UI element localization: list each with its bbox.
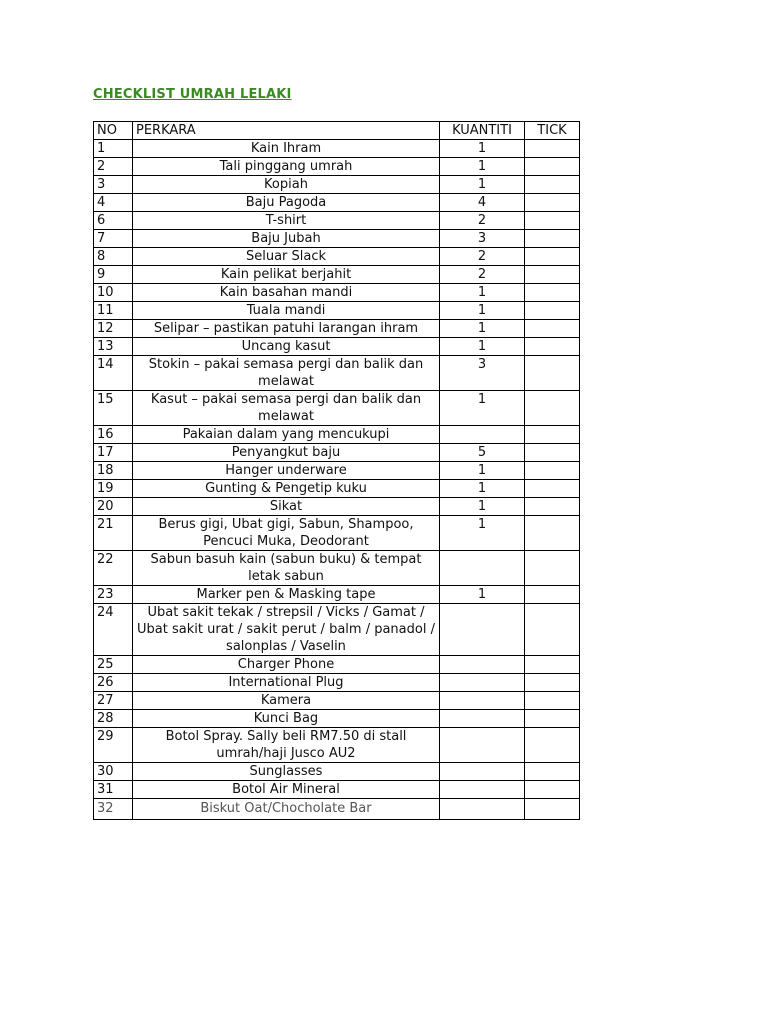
- row-number: 24: [94, 604, 133, 656]
- row-number: 17: [94, 444, 133, 462]
- table-row: [94, 462, 580, 480]
- tick-cell[interactable]: [525, 692, 580, 710]
- header-no: NO: [94, 122, 133, 140]
- row-number: 12: [94, 320, 133, 338]
- row-item: Berus gigi, Ubat gigi, Sabun, Shampoo, Pencuci Muka, Deodorant: [133, 516, 440, 551]
- row-number: 26: [94, 674, 133, 692]
- tick-cell[interactable]: [525, 338, 580, 356]
- row-item: Botol Air Mineral: [133, 781, 440, 799]
- row-quantity: [440, 728, 525, 763]
- header-quantity: KUANTITI: [440, 122, 525, 140]
- table-row: [94, 320, 580, 338]
- row-quantity: 1: [440, 320, 525, 338]
- table-row: [94, 176, 580, 194]
- tick-cell[interactable]: [525, 799, 580, 820]
- table-row: [94, 194, 580, 212]
- row-item: Baju Pagoda: [133, 194, 440, 212]
- row-item: Charger Phone: [133, 656, 440, 674]
- row-number: 16: [94, 426, 133, 444]
- row-item: Uncang kasut: [133, 338, 440, 356]
- row-quantity: 1: [440, 516, 525, 551]
- row-quantity: 1: [440, 391, 525, 426]
- table-row: [94, 551, 580, 586]
- table-row: [94, 728, 580, 763]
- row-item: International Plug: [133, 674, 440, 692]
- row-quantity: 2: [440, 212, 525, 230]
- row-number: 20: [94, 498, 133, 516]
- tick-cell[interactable]: [525, 176, 580, 194]
- row-item: Tali pinggang umrah: [133, 158, 440, 176]
- row-quantity: 1: [440, 158, 525, 176]
- row-item: Selipar – pastikan patuhi larangan ihram: [133, 320, 440, 338]
- tick-cell[interactable]: [525, 212, 580, 230]
- tick-cell[interactable]: [525, 763, 580, 781]
- table-row: [94, 444, 580, 462]
- table-row: [94, 586, 580, 604]
- table-row: [94, 338, 580, 356]
- row-item: Botol Spray. Sally beli RM7.50 di stall umrah/haji Jusco AU2: [133, 728, 440, 763]
- table-row: [94, 516, 580, 551]
- document-title: CHECKLIST UMRAH LELAKI: [93, 87, 292, 102]
- row-item: Kain Ihram: [133, 140, 440, 158]
- row-item: Baju Jubah: [133, 230, 440, 248]
- row-item: Sikat: [133, 498, 440, 516]
- row-number: 15: [94, 391, 133, 426]
- row-item: Hanger underware: [133, 462, 440, 480]
- table-row: [94, 604, 580, 656]
- row-quantity: [440, 692, 525, 710]
- checklist-table: [93, 121, 580, 820]
- row-item: Kamera: [133, 692, 440, 710]
- table-row: [94, 781, 580, 799]
- tick-cell[interactable]: [525, 356, 580, 391]
- table-row: [94, 212, 580, 230]
- table-row: [94, 799, 580, 820]
- row-quantity: [440, 710, 525, 728]
- row-number: 27: [94, 692, 133, 710]
- row-item: Ubat sakit tekak / strepsil / Vicks / Gamat / Ubat sakit urat / sakit perut / balm / panadol / salonplas / Vaselin: [133, 604, 440, 656]
- tick-cell[interactable]: [525, 230, 580, 248]
- table-row: [94, 480, 580, 498]
- row-quantity: [440, 604, 525, 656]
- row-quantity: [440, 799, 525, 820]
- row-number: 13: [94, 338, 133, 356]
- row-number: 1: [94, 140, 133, 158]
- row-number: 14: [94, 356, 133, 391]
- tick-cell[interactable]: [525, 320, 580, 338]
- tick-cell[interactable]: [525, 426, 580, 444]
- table-row: [94, 248, 580, 266]
- tick-cell[interactable]: [525, 586, 580, 604]
- row-number: 8: [94, 248, 133, 266]
- tick-cell[interactable]: [525, 266, 580, 284]
- table-row: [94, 230, 580, 248]
- tick-cell[interactable]: [525, 480, 580, 498]
- row-item: Tuala mandi: [133, 302, 440, 320]
- table-header-row: [94, 122, 580, 140]
- row-quantity: 1: [440, 498, 525, 516]
- header-tick: TICK: [525, 122, 580, 140]
- table-row: [94, 692, 580, 710]
- row-quantity: 1: [440, 284, 525, 302]
- row-quantity: [440, 551, 525, 586]
- table-row: [94, 356, 580, 391]
- row-item: Kain basahan mandi: [133, 284, 440, 302]
- table-row: [94, 158, 580, 176]
- row-quantity: [440, 426, 525, 444]
- row-item: Gunting & Pengetip kuku: [133, 480, 440, 498]
- tick-cell[interactable]: [525, 248, 580, 266]
- tick-cell[interactable]: [525, 194, 580, 212]
- row-number: 19: [94, 480, 133, 498]
- tick-cell[interactable]: [525, 391, 580, 426]
- row-quantity: 3: [440, 356, 525, 391]
- row-quantity: 1: [440, 302, 525, 320]
- table-row: [94, 656, 580, 674]
- tick-cell[interactable]: [525, 498, 580, 516]
- row-number: 29: [94, 728, 133, 763]
- tick-cell[interactable]: [525, 444, 580, 462]
- row-quantity: 5: [440, 444, 525, 462]
- row-number: 3: [94, 176, 133, 194]
- row-number: 23: [94, 586, 133, 604]
- row-number: 6: [94, 212, 133, 230]
- row-item: Biskut Oat/Chocholate Bar: [133, 799, 440, 820]
- tick-cell[interactable]: [525, 781, 580, 799]
- tick-cell[interactable]: [525, 656, 580, 674]
- row-item: Sabun basuh kain (sabun buku) & tempat letak sabun: [133, 551, 440, 586]
- tick-cell[interactable]: [525, 462, 580, 480]
- row-number: 32: [94, 799, 133, 820]
- row-quantity: 1: [440, 586, 525, 604]
- row-item: Kain pelikat berjahit: [133, 266, 440, 284]
- row-quantity: 4: [440, 194, 525, 212]
- tick-cell[interactable]: [525, 674, 580, 692]
- row-item: Pakaian dalam yang mencukupi: [133, 426, 440, 444]
- row-item: Penyangkut baju: [133, 444, 440, 462]
- table-row: [94, 140, 580, 158]
- table-row: [94, 302, 580, 320]
- checklist-body: [94, 140, 580, 820]
- row-number: 22: [94, 551, 133, 586]
- row-quantity: [440, 674, 525, 692]
- row-quantity: 1: [440, 176, 525, 194]
- row-quantity: 1: [440, 338, 525, 356]
- header-item: PERKARA: [133, 122, 440, 140]
- row-item: Kunci Bag: [133, 710, 440, 728]
- row-number: 30: [94, 763, 133, 781]
- row-item: Stokin – pakai semasa pergi dan balik dan melawat: [133, 356, 440, 391]
- table-row: [94, 674, 580, 692]
- row-number: 21: [94, 516, 133, 551]
- row-item: Kopiah: [133, 176, 440, 194]
- row-number: 28: [94, 710, 133, 728]
- row-quantity: 2: [440, 248, 525, 266]
- row-quantity: 3: [440, 230, 525, 248]
- tick-cell[interactable]: [525, 604, 580, 656]
- table-row: [94, 763, 580, 781]
- row-quantity: 1: [440, 480, 525, 498]
- row-quantity: 1: [440, 140, 525, 158]
- tick-cell[interactable]: [525, 551, 580, 586]
- row-number: 9: [94, 266, 133, 284]
- row-number: 18: [94, 462, 133, 480]
- row-item: Marker pen & Masking tape: [133, 586, 440, 604]
- row-quantity: [440, 763, 525, 781]
- table-row: [94, 266, 580, 284]
- row-number: 11: [94, 302, 133, 320]
- row-number: 25: [94, 656, 133, 674]
- table-row: [94, 426, 580, 444]
- table-row: [94, 391, 580, 426]
- table-row: [94, 498, 580, 516]
- tick-cell[interactable]: [525, 516, 580, 551]
- tick-cell[interactable]: [525, 728, 580, 763]
- tick-cell[interactable]: [525, 140, 580, 158]
- table-row: [94, 284, 580, 302]
- row-item: Seluar Slack: [133, 248, 440, 266]
- row-quantity: 1: [440, 462, 525, 480]
- row-number: 10: [94, 284, 133, 302]
- tick-cell[interactable]: [525, 302, 580, 320]
- row-item: Kasut – pakai semasa pergi dan balik dan melawat: [133, 391, 440, 426]
- tick-cell[interactable]: [525, 284, 580, 302]
- tick-cell[interactable]: [525, 158, 580, 176]
- row-item: T-shirt: [133, 212, 440, 230]
- row-quantity: [440, 656, 525, 674]
- row-number: 7: [94, 230, 133, 248]
- tick-cell[interactable]: [525, 710, 580, 728]
- row-number: 4: [94, 194, 133, 212]
- table-row: [94, 710, 580, 728]
- row-quantity: 2: [440, 266, 525, 284]
- row-quantity: [440, 781, 525, 799]
- row-number: 2: [94, 158, 133, 176]
- row-item: Sunglasses: [133, 763, 440, 781]
- row-number: 31: [94, 781, 133, 799]
